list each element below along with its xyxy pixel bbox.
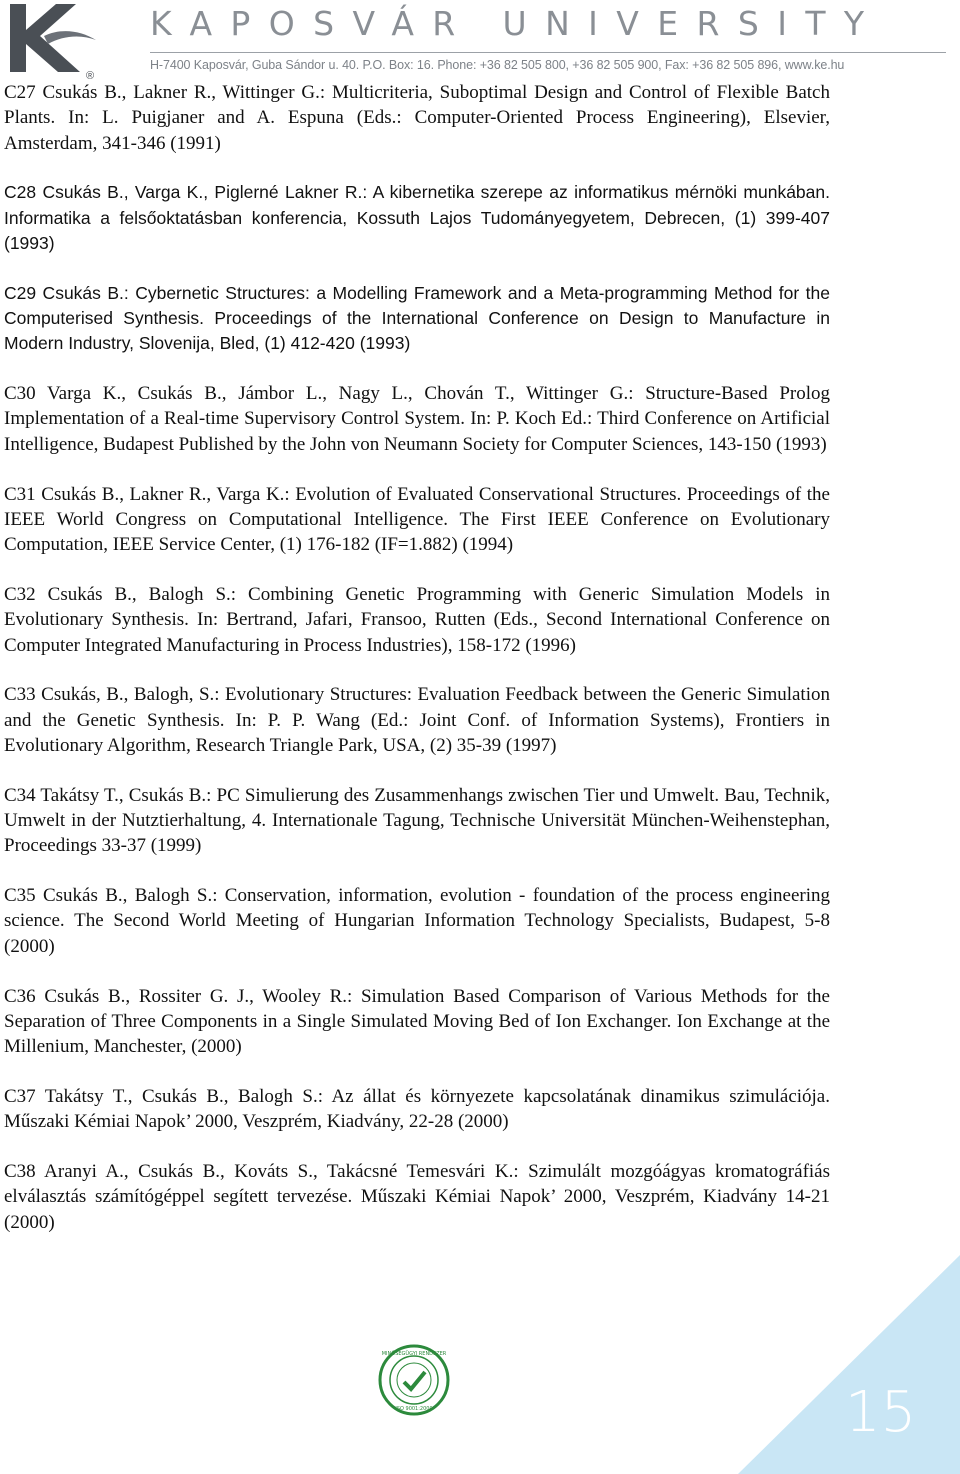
- reference-entry-c36: C36 Csukás B., Rossiter G. J., Wooley R.: Simulation Based Comparison of Various Methods for the Separation of Three Components in a Single Simulated Moving Bed of Ion Exchanger. Ion Exchange at the Millenium, Manchester, (2000): [4, 985, 830, 1058]
- quality-seal-icon: [378, 1344, 450, 1416]
- references-list: [4, 80, 830, 1259]
- registered-mark: ®: [86, 70, 95, 82]
- reference-entry-c35: C35 Csukás B., Balogh S.: Conservation, information, evolution - foundation of the process engineering science. The Second World Meeting of Hungarian Information Technology Specialists, Budapest, 5-8 (2000): [4, 885, 830, 957]
- reference-entry-c38: C38 Aranyi A., Csukás B., Kováts S., Takácsné Temesvári K.: Szimulált mozgóágyas kromatográfiás elválasztás számítógéppel segített tervezése. Műszaki Kémiai Napok’ 2000, Veszprém, Kiadvány 14-21 (2000): [4, 1161, 830, 1233]
- reference-entry-c30: C30 Varga K., Csukás B., Jámbor L., Nagy L., Chován T., Wittinger G.: Structure-Based Prolog Implementation of a Real-time Supervisory Control System. In: P. Koch Ed.: Third Conference on Artificial Intelligence, Budapest Published by the John von Neumann Society for Computer Sciences, 143-150 (1993): [4, 383, 830, 455]
- header-address: H-7400 Kaposvár, Guba Sándor u. 40. P.O. Box: 16. Phone: +36 82 505 800, +36 82 505 900, Fax: +36 82 505 896, www.ke.hu: [150, 58, 845, 72]
- logo-letters: K: [0, 0, 1, 1]
- reference-entry-c33: C33 Csukás, B., Balogh, S.: Evolutionary Structures: Evaluation Feedback between the Generic Simulation and the Genetic Synthesis. In: P. P. Wang (Ed.: Joint Conf. of Information Systems), Frontiers in Evolutionary Algorithm, Research Triangle Park, USA, (2) 35-39 (1997): [4, 684, 830, 756]
- page-number: 15: [845, 1380, 917, 1445]
- reference-entry-c27: C27 Csukás B., Lakner R., Wittinger G.: Multicriteria, Suboptimal Design and Control of Flexible Batch Plants. In: L. Puigjaner and A. Espuna (Eds.: Computer-Oriented Process Engineering), Elsevier, Amsterdam, 341-346 (1991): [4, 82, 830, 154]
- reference-entry-c28: C28 Csukás B., Varga K., Piglerné Lakner R.: A kibernetika szerepe az informatikus mérnöki munkában. Informatika a felsőoktatásban konferencia, Kossuth Lajos Tudományegyetem, Debrecen, (1) 399-407 (1993): [4, 182, 830, 253]
- reference-entry-c34: C34 Takátsy T., Csukás B.: PC Simulierung des Zusammenhangs zwischen Tier und Umwelt. Bau, Technik, Umwelt in der Nutztierhaltung, 4. Internationale Tagung, Technische Universität München-Weihenstephan, Proceedings 33-37 (1999): [4, 784, 830, 857]
- reference-entry-c32: C32 Csukás B., Balogh S.: Combining Genetic Programming with Generic Simulation Models in Evolutionary Synthesis. In: Bertrand, Jafari, Fransoo, Rutten (Eds., Second International Conference on Computer Integrated Manufacturing in Process Industries), 158-172 (1996): [4, 583, 830, 656]
- reference-entry-c31: C31 Csukás B., Lakner R., Varga K.: Evolution of Evaluated Conservational Structures. Proceedings of the IEEE World Congress on Computational Intelligence. The First IEEE Conference on Evolutionary Computation, IEEE Service Center, (1) 176-182 (IF=1.882) (1994): [4, 483, 830, 556]
- reference-entry-c29: C29 Csukás B.: Cybernetic Structures: a Modelling Framework and a Meta-programming Method for the Computerised Synthesis. Proceedings of the International Conference on Design to Manufacture in Modern Industry, Slovenija, Bled, (1) 412-420 (1993): [4, 282, 830, 354]
- reference-entry-c37: C37 Takátsy T., Csukás B., Balogh S.: Az állat és környezete kapcsolatának dinamikus szimulációja. Műszaki Kémiai Napok’ 2000, Veszprém, Kiadvány, 22-28 (2000): [4, 1085, 830, 1133]
- seal-text: MINŐSÉGÜGYI RENDSZER: [381, 1351, 447, 1357]
- seal-standard: ISO 9001:2000: [395, 1406, 433, 1412]
- university-name: KAPOSVÁR UNIVERSITY: [150, 4, 883, 43]
